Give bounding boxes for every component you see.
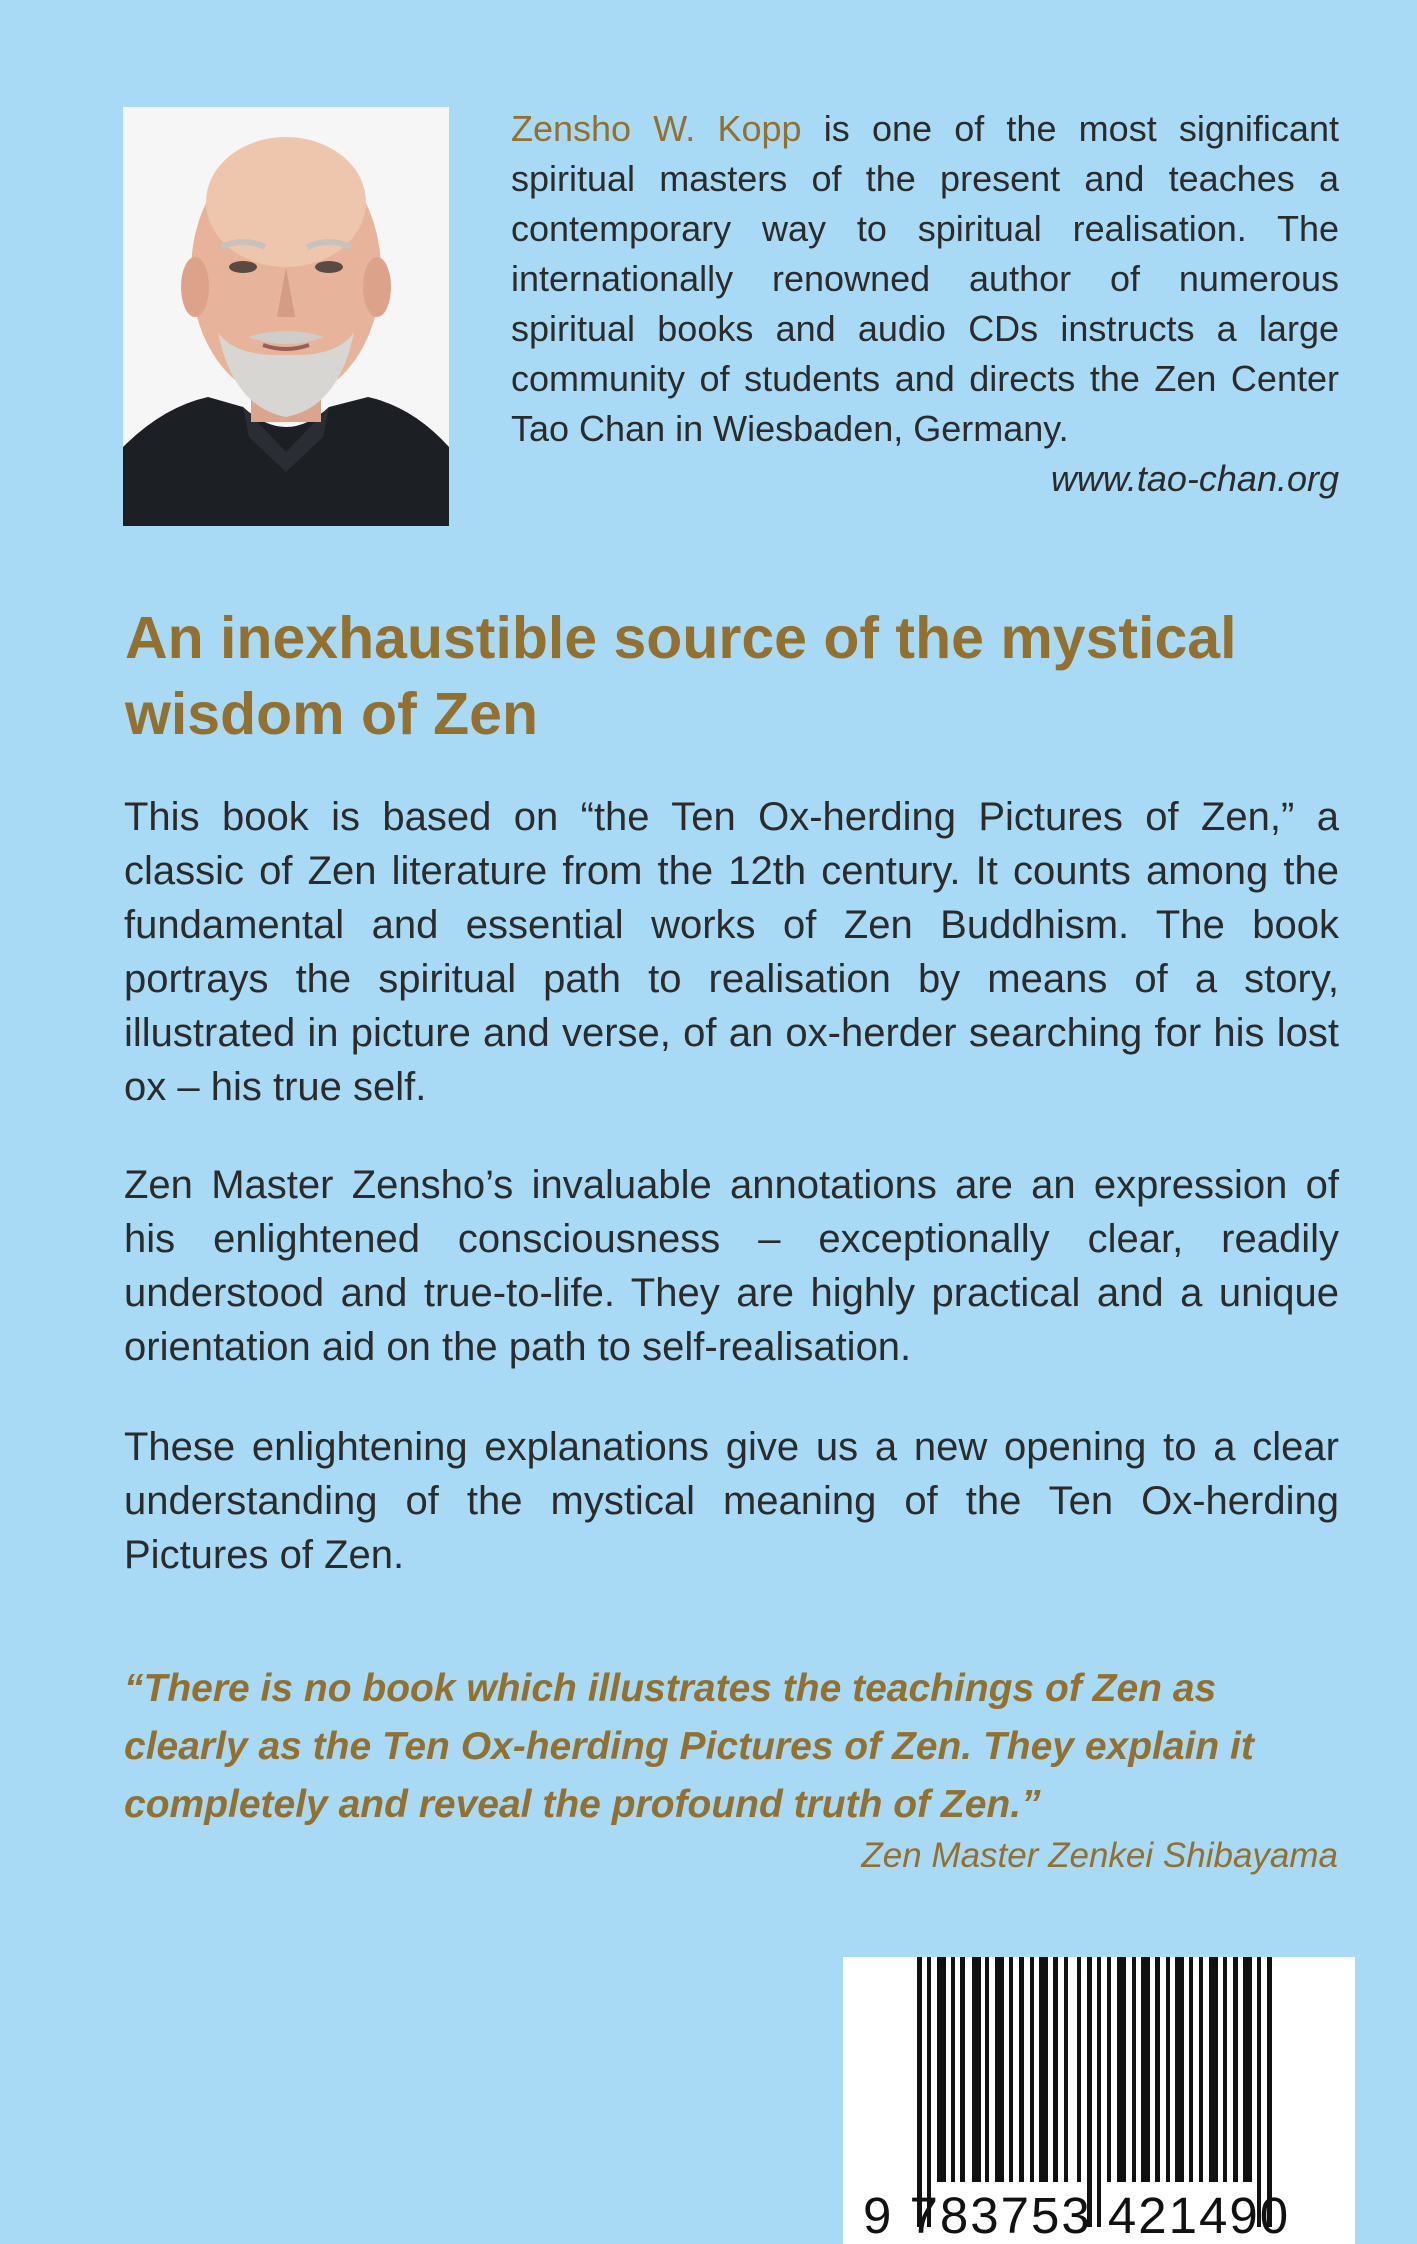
endorsement-quote: “There is no book which illustrates the teachings of Zen as clearly as the Ten Ox-herding Pictures of Zen. They explain it completely and reveal the profound truth of Zen.” (124, 1667, 1254, 1826)
author-website-link[interactable]: www.tao-chan.org (1050, 458, 1339, 499)
description-paragraph-2: Zen Master Zensho’s invaluable annotations are an expression of his enlightened consciousness – exceptionally clear, readily understood and true-to-life. They are highly practical and a unique orientation aid on the path to self-realisation. (124, 1163, 1339, 1369)
author-bio-text: is one of the most significant spiritual masters of the present and teaches a contemporary way to spiritual realisation. The internationally renowned author of numerous spiritual books and audio CDs instructs a large community of students and directs the Zen Center Tao Chan in Wiesbaden, Germany. (511, 108, 1339, 449)
author-photo (123, 107, 449, 526)
quote-attribution: Zen Master Zenkei Shibayama (861, 1836, 1338, 1875)
isbn-digits: 9 783753 421490 (863, 2187, 1291, 2244)
isbn-barcode (843, 1957, 1355, 2244)
author-bio (511, 104, 1339, 504)
description-paragraph-1: This book is based on “the Ten Ox-herding Pictures of Zen,” a classic of Zen literature from the 12th century. It counts among the fundamental and essential works of Zen Buddhism. The book portrays the spiritual path to realisation by means of a story, illustrated in picture and verse, of an ox-herder searching for his lost ox – his true self. (124, 795, 1339, 1109)
author-name: Zensho W. Kopp (511, 108, 802, 149)
author-portrait-image (123, 107, 449, 526)
headline: An inexhaustible source of the mystical wisdom of Zen (125, 605, 1237, 747)
description-paragraph-3: These enlightening explanations give us a new opening to a clear understanding of the mystical meaning of the Ten Ox-herding Pictures of Zen. (124, 1425, 1339, 1577)
